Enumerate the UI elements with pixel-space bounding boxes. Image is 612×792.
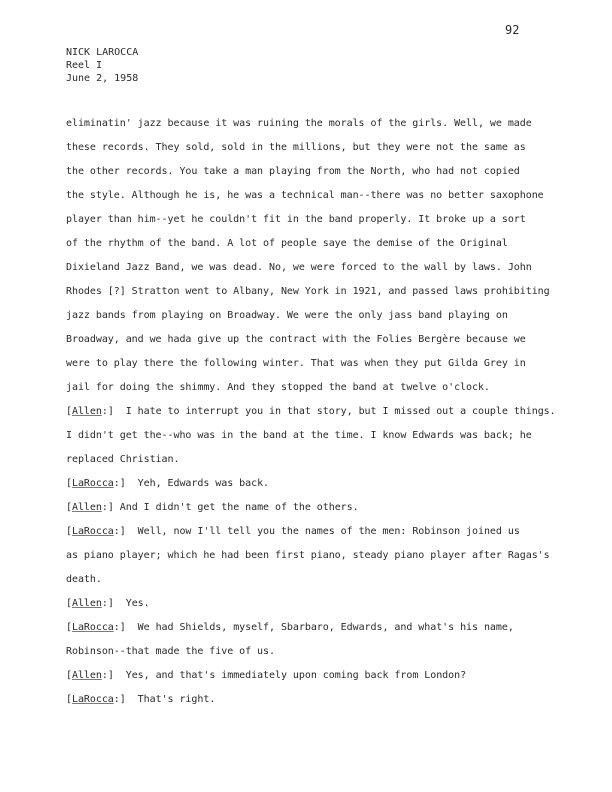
speaker-label: LaRocca xyxy=(71,478,114,489)
dialogue-text: Yes. xyxy=(125,598,150,609)
dialogue-text: Yeh, Edwards was back. xyxy=(137,478,270,489)
interviewee-name: NICK LAROCCA xyxy=(66,47,139,58)
narrative-line: jail for doing the shimmy. And they stopped the band at twelve o'clock. xyxy=(66,382,490,393)
narrative-line: Dixieland Jazz Band, we was dead. No, we were forced to the wall by laws. John xyxy=(66,262,532,273)
dialogue-text: Well, now I'll tell you the names of the men: Robinson joined us xyxy=(137,526,520,537)
speaker-label: LaRocca xyxy=(71,622,114,633)
narrative-line: these records. They sold, sold in the millions, but they were not the same as xyxy=(66,142,526,153)
narrative-line: were to play there the following winter. That was when they put Gilda Grey in xyxy=(66,358,526,369)
narrative-line: Broadway, and we hada give up the contract with the Folies Bergère because we xyxy=(66,334,526,345)
narrative-line: the other records. You take a man playing from the North, who had not copied xyxy=(66,166,520,177)
dialogue-line: [Allen:] And I didn't get the name of the others. xyxy=(66,502,359,513)
transcript-body xyxy=(66,112,566,712)
speaker-label: Allen xyxy=(71,670,102,681)
dialogue-line: [Allen:] Yes. xyxy=(66,598,150,609)
dialogue-line: [Allen:] Yes, and that's immediately upon coming back from London? xyxy=(66,670,467,681)
dialogue-text: We had Shields, myself, Sbarbaro, Edwards, and what's his name, xyxy=(137,622,514,633)
dialogue-text: That's right. xyxy=(137,694,216,705)
narrative-line: player than him--yet he couldn't fit in the band properly. It broke up a sort xyxy=(66,214,526,225)
dialogue-line: as piano player; which he had been first piano, steady piano player after Ragas's xyxy=(66,550,550,561)
dialogue-line: death. xyxy=(66,574,102,585)
dialogue-text: Yes, and that's immediately upon coming back from London? xyxy=(125,670,467,681)
reel-label: Reel I xyxy=(66,60,103,71)
dialogue-line: [Allen:] I hate to interrupt you in that story, but I missed out a couple things. xyxy=(66,406,556,417)
page-number: 92 xyxy=(505,23,520,37)
speaker-label: Allen xyxy=(71,406,102,417)
narrative-line: eliminatin' jazz because it was ruining the morals of the girls. Well, we made xyxy=(66,118,532,129)
dialogue-line: [LaRocca:] Well, now I'll tell you the names of the men: Robinson joined us xyxy=(66,526,520,537)
dialogue-line: [LaRocca:] That's right. xyxy=(66,694,216,705)
transcript-header xyxy=(66,46,138,85)
dialogue-line: replaced Christian. xyxy=(66,454,180,465)
dialogue-line: I didn't get the--who was in the band at the time. I know Edwards was back; he xyxy=(66,430,532,441)
narrative-line: of the rhythm of the band. A lot of people saye the demise of the Original xyxy=(66,238,508,249)
narrative-line: jazz bands from playing on Broadway. We were the only jass band playing on xyxy=(66,310,508,321)
narrative-line: the style. Although he is, he was a technical man--there was no better saxophone xyxy=(66,190,544,201)
speaker-label: Allen xyxy=(71,502,102,513)
interview-date: June 2, 1958 xyxy=(66,73,139,84)
speaker-label: Allen xyxy=(71,598,102,609)
dialogue-line: Robinson--that made the five of us. xyxy=(66,646,275,657)
dialogue-line: [LaRocca:] Yeh, Edwards was back. xyxy=(66,478,270,489)
dialogue-text: And I didn't get the name of the others. xyxy=(119,502,359,513)
narrative-line: Rhodes [?] Stratton went to Albany, New York in 1921, and passed laws prohibiting xyxy=(66,286,550,297)
dialogue-text: I hate to interrupt you in that story, but I missed out a couple things. xyxy=(125,406,556,417)
speaker-label: LaRocca xyxy=(71,526,114,537)
dialogue-line: [LaRocca:] We had Shields, myself, Sbarbaro, Edwards, and what's his name, xyxy=(66,622,514,633)
speaker-label: LaRocca xyxy=(71,694,114,705)
